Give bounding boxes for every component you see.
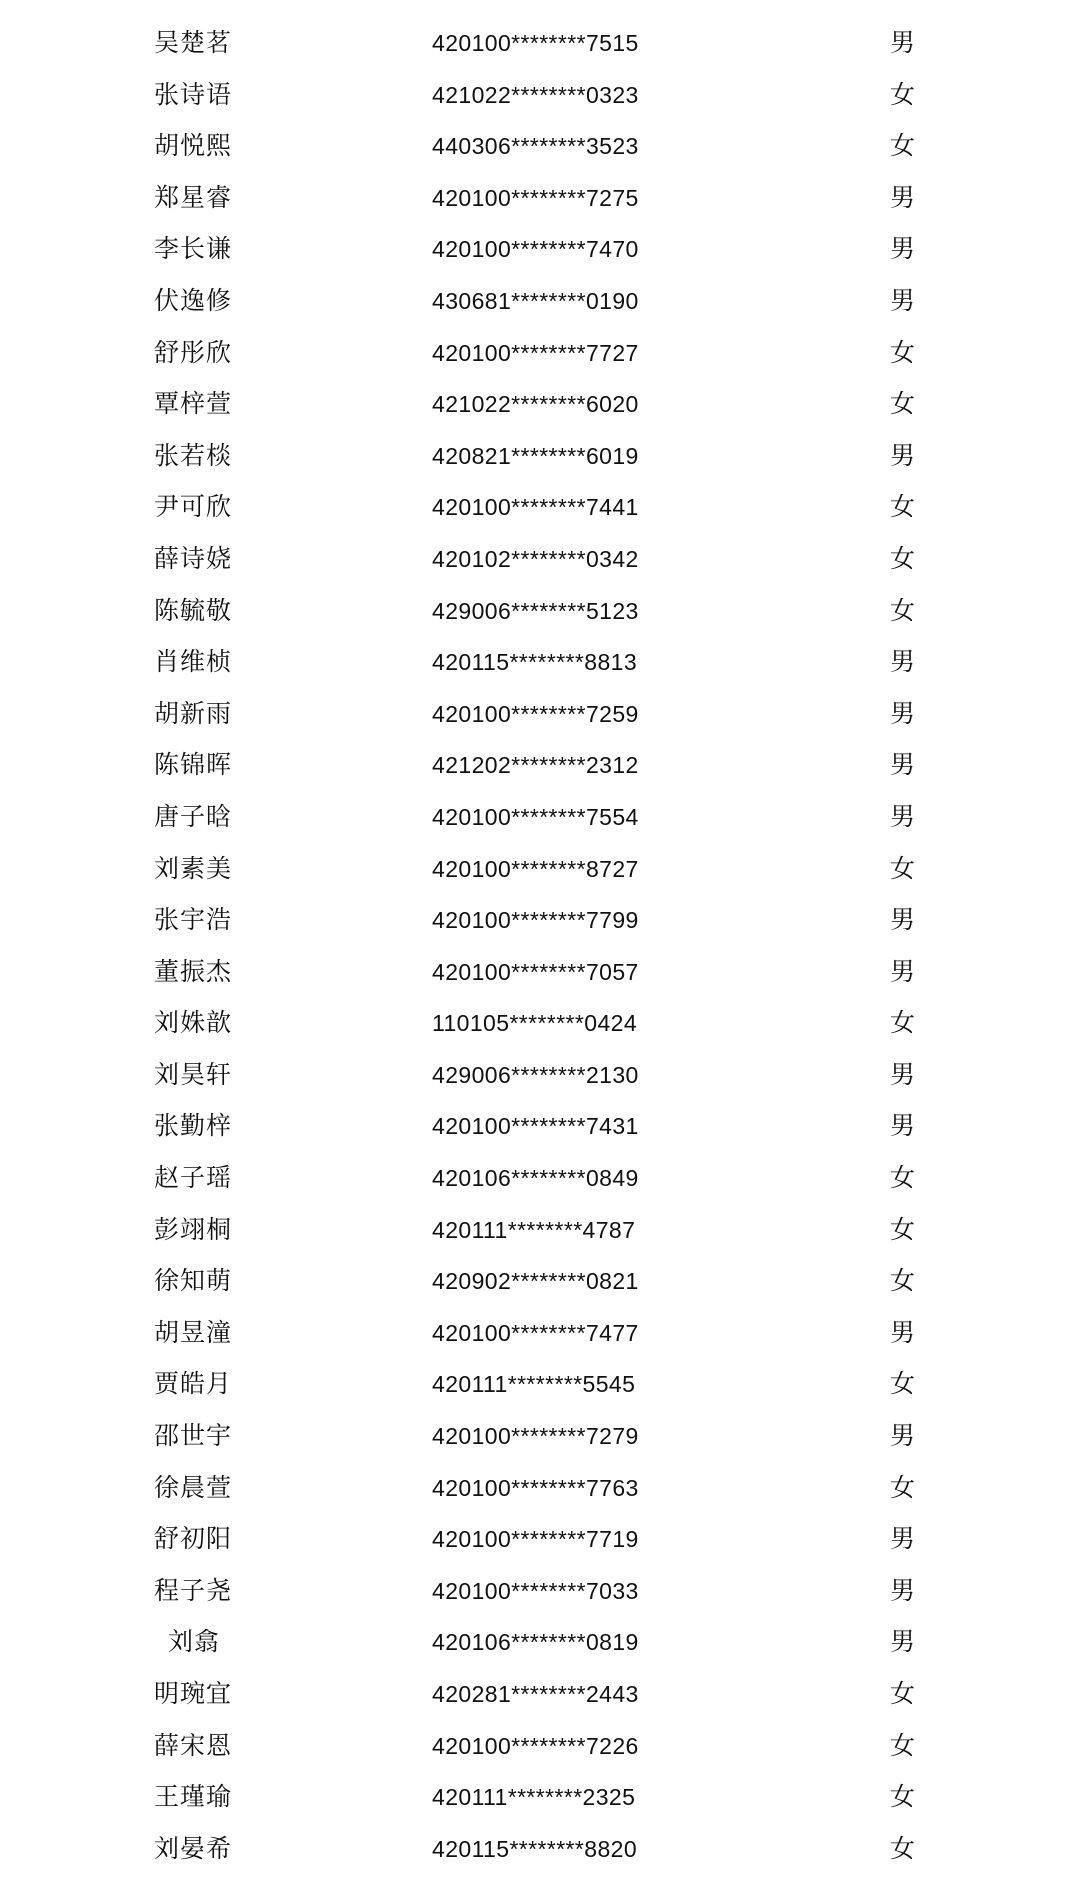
- masked-id-number: 429006********5123: [432, 597, 639, 624]
- gender: 男: [890, 1524, 916, 1554]
- masked-id-number: 430681********0190: [432, 287, 639, 314]
- table-row: [0, 998, 1080, 1050]
- gender: 男: [890, 801, 916, 831]
- table-row: [0, 586, 1080, 638]
- student-name: 胡新雨: [154, 698, 233, 728]
- gender: 男: [890, 905, 916, 935]
- gender: 女: [890, 1369, 916, 1399]
- gender: 女: [890, 1163, 916, 1193]
- table-row: [0, 1566, 1080, 1618]
- gender: 女: [890, 337, 916, 367]
- student-name: 赵子瑶: [154, 1163, 233, 1193]
- student-name: 彭翊桐: [154, 1214, 233, 1244]
- gender: 女: [890, 543, 916, 573]
- table-row: [0, 1359, 1080, 1411]
- gender: 女: [890, 1782, 916, 1812]
- table-row: [0, 1050, 1080, 1102]
- gender: 男: [890, 28, 916, 57]
- gender: 男: [890, 1627, 916, 1657]
- masked-id-number: 420100********7727: [432, 339, 639, 366]
- masked-id-number: 420100********7259: [432, 700, 639, 727]
- gender: 女: [890, 595, 916, 625]
- masked-id-number: 420106********0849: [432, 1165, 639, 1192]
- student-name: 徐晨萱: [154, 1472, 233, 1502]
- gender: 男: [890, 1111, 916, 1141]
- table-row: [0, 1205, 1080, 1257]
- student-name: 伏逸修: [154, 285, 233, 315]
- table-row: [0, 224, 1080, 276]
- student-name: 舒彤欣: [154, 337, 233, 367]
- student-name: 刘昊轩: [154, 1059, 233, 1089]
- gender: 男: [890, 1575, 916, 1605]
- masked-id-number: 421202********2312: [432, 752, 639, 779]
- gender: 女: [890, 1214, 916, 1244]
- masked-id-number: 440306********3523: [432, 133, 639, 160]
- student-name: 郑星睿: [154, 182, 233, 212]
- roster-list: [0, 18, 1080, 1875]
- student-name: 薛诗娆: [154, 543, 233, 573]
- table-row: [0, 379, 1080, 431]
- masked-id-number: 420100********7719: [432, 1526, 639, 1553]
- table-row: [0, 534, 1080, 586]
- table-row: [0, 1514, 1080, 1566]
- student-name: 刘素美: [154, 853, 233, 883]
- table-row: [0, 1617, 1080, 1669]
- student-name: 胡昱潼: [154, 1317, 233, 1347]
- student-name: 程子尧: [154, 1575, 233, 1605]
- table-row: [0, 173, 1080, 225]
- masked-id-number: 420102********0342: [432, 545, 639, 572]
- student-name: 董振杰: [154, 956, 233, 986]
- masked-id-number: 420111********2325: [432, 1784, 636, 1811]
- table-row: [0, 689, 1080, 741]
- table-row: [0, 276, 1080, 328]
- student-name: 徐知萌: [154, 1266, 233, 1296]
- gender: 女: [890, 1472, 916, 1502]
- gender: 男: [890, 698, 916, 728]
- student-name: 吴楚茗: [154, 28, 233, 57]
- masked-id-number: 420100********7477: [432, 1319, 639, 1346]
- student-name: 薛宋恩: [154, 1730, 233, 1760]
- gender: 女: [890, 1730, 916, 1760]
- masked-id-number: 110105********0424: [432, 1010, 638, 1037]
- table-row: [0, 431, 1080, 483]
- masked-id-number: 420100********7275: [432, 184, 639, 211]
- student-name: 王瑾瑜: [154, 1782, 233, 1812]
- masked-id-number: 420100********7279: [432, 1423, 639, 1450]
- gender: 女: [890, 492, 916, 522]
- masked-id-number: 420100********7057: [432, 958, 639, 985]
- gender: 男: [890, 234, 916, 264]
- masked-id-number: 420100********7431: [432, 1113, 639, 1140]
- masked-id-number: 420100********7554: [432, 803, 639, 830]
- student-name: 尹可欣: [154, 492, 233, 522]
- gender: 男: [890, 647, 916, 677]
- masked-id-number: 420902********0821: [432, 1268, 639, 1295]
- table-row: [0, 1824, 1080, 1876]
- gender: 男: [890, 440, 916, 470]
- student-name: 李长谦: [154, 234, 233, 264]
- student-name: 唐子晗: [154, 801, 233, 831]
- gender: 女: [890, 853, 916, 883]
- masked-id-number: 420100********7470: [432, 236, 639, 263]
- masked-id-number: 420281********2443: [432, 1681, 639, 1707]
- table-row: [0, 1101, 1080, 1153]
- student-name: 覃梓萱: [154, 389, 233, 419]
- gender: 女: [890, 1679, 916, 1708]
- table-row: [0, 947, 1080, 999]
- gender: 男: [890, 182, 916, 212]
- table-row: [0, 18, 1080, 70]
- masked-id-number: 420111********4787: [432, 1216, 636, 1243]
- masked-id-number: 420100********7799: [432, 907, 639, 934]
- gender: 男: [890, 956, 916, 986]
- masked-id-number: 429006********2130: [432, 1061, 639, 1088]
- table-row: [0, 1411, 1080, 1463]
- table-row: [0, 1669, 1080, 1721]
- student-name: 舒初阳: [154, 1524, 233, 1554]
- masked-id-number: 421022********0323: [432, 81, 639, 108]
- gender: 男: [890, 1059, 916, 1089]
- gender: 女: [890, 1833, 916, 1863]
- student-name: 明琬宜: [154, 1679, 233, 1708]
- masked-id-number: 420106********0819: [432, 1629, 639, 1656]
- gender: 女: [890, 1266, 916, 1296]
- masked-id-number: 420821********6019: [432, 442, 639, 469]
- masked-id-number: 420100********7515: [432, 30, 639, 56]
- student-name: 陈锦晖: [154, 750, 233, 780]
- student-name: 刘姝歆: [154, 1008, 233, 1038]
- gender: 女: [890, 131, 916, 161]
- table-row: [0, 792, 1080, 844]
- table-row: [0, 1256, 1080, 1308]
- masked-id-number: 420100********7763: [432, 1474, 639, 1501]
- gender: 女: [890, 79, 916, 109]
- student-name: 张勤梓: [154, 1111, 233, 1141]
- student-name: 张宇浩: [154, 905, 233, 935]
- table-row: [0, 1721, 1080, 1773]
- student-name: 贾皓月: [154, 1369, 233, 1399]
- table-row: [0, 1772, 1080, 1824]
- student-name: 陈毓敬: [154, 595, 233, 625]
- gender: 男: [890, 1317, 916, 1347]
- gender: 女: [890, 1008, 916, 1038]
- gender: 男: [890, 750, 916, 780]
- student-name: 邵世宇: [154, 1421, 233, 1451]
- table-row: [0, 121, 1080, 173]
- table-row: [0, 70, 1080, 122]
- table-row: [0, 1308, 1080, 1360]
- masked-id-number: 421022********6020: [432, 391, 639, 418]
- gender: 女: [890, 389, 916, 419]
- masked-id-number: 420115********8820: [432, 1835, 638, 1862]
- masked-id-number: 420115********8813: [432, 649, 638, 676]
- student-name: 张若棪: [154, 440, 233, 470]
- student-name: 胡悦熙: [154, 131, 233, 161]
- student-name: 刘翕: [168, 1627, 221, 1657]
- table-row: [0, 482, 1080, 534]
- table-row: [0, 637, 1080, 689]
- masked-id-number: 420100********7226: [432, 1732, 639, 1759]
- table-row: [0, 740, 1080, 792]
- table-row: [0, 328, 1080, 380]
- table-row: [0, 895, 1080, 947]
- table-row: [0, 844, 1080, 896]
- gender: 男: [890, 285, 916, 315]
- table-row: [0, 1153, 1080, 1205]
- gender: 男: [890, 1421, 916, 1451]
- student-name: 刘晏希: [154, 1833, 233, 1863]
- table-row: [0, 1463, 1080, 1515]
- student-name: 张诗语: [154, 79, 233, 109]
- masked-id-number: 420100********7441: [432, 494, 639, 521]
- masked-id-number: 420111********5545: [432, 1371, 636, 1398]
- masked-id-number: 420100********7033: [432, 1577, 639, 1604]
- masked-id-number: 420100********8727: [432, 855, 639, 882]
- student-name: 肖维桢: [154, 647, 233, 677]
